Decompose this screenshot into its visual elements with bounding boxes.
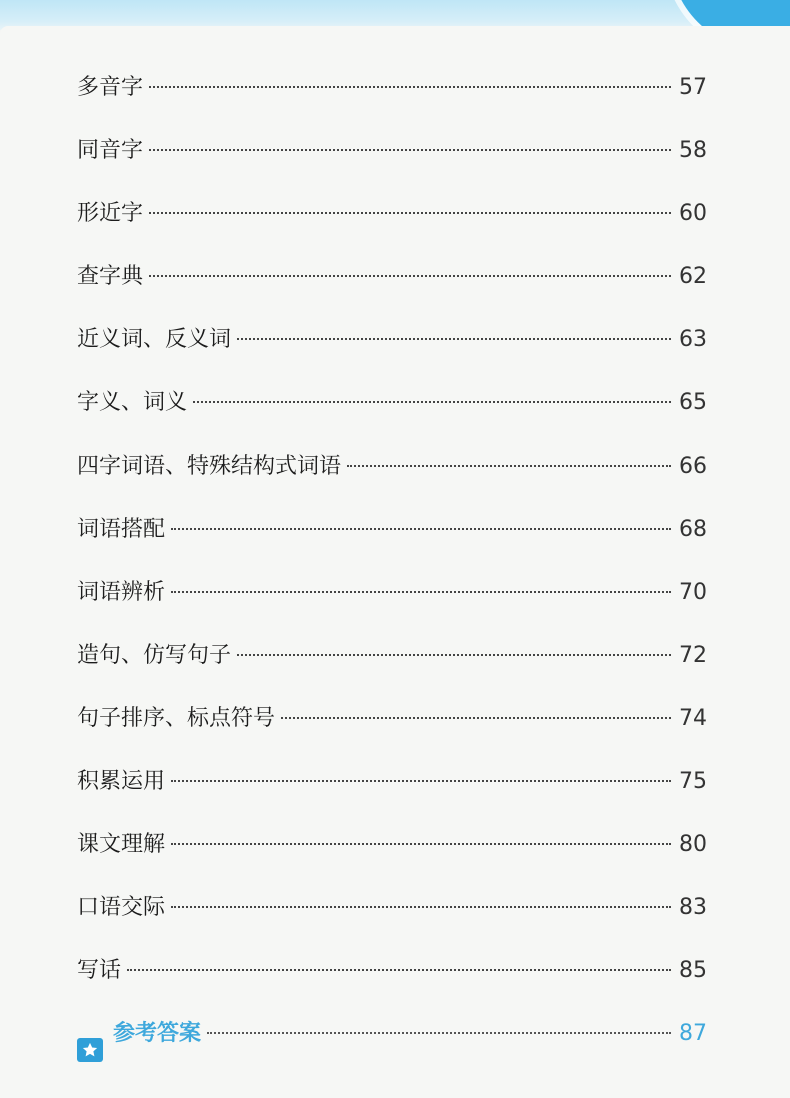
dot-leader [149,86,671,88]
toc-entry[interactable] [77,764,707,827]
toc-entry-title: 写话 [77,958,122,984]
toc-entry-page: 66 [679,453,707,479]
toc-entry[interactable] [77,133,707,196]
toc-entry[interactable] [77,322,707,385]
toc-entry-title: 近义词、反义词 [77,327,232,353]
star-icon [77,1038,103,1062]
toc-entry[interactable] [77,827,707,890]
dot-leader [171,528,671,530]
toc-entry-page: 85 [679,958,707,984]
toc-entry[interactable] [77,575,707,638]
toc-entry[interactable] [77,449,707,512]
toc-entry-title: 句子排序、标点符号 [77,705,276,731]
toc-entry-page: 70 [679,579,707,605]
dot-leader [149,275,671,277]
toc-entry[interactable] [77,385,707,448]
toc-entry-title: 造句、仿写句子 [77,642,232,668]
toc-entry-title: 四字词语、特殊结构式词语 [77,453,342,479]
toc-entry-page: 83 [679,895,707,921]
dot-leader [237,654,671,656]
dot-leader [127,969,671,971]
dot-leader [207,1032,671,1034]
toc-entry-page: 72 [679,642,707,668]
toc-entry-title: 参考答案 [113,1021,202,1047]
toc-entry-answers[interactable] [77,1016,707,1079]
toc-entry-title: 查字典 [77,264,144,290]
toc-entry[interactable] [77,512,707,575]
toc-entry-page: 75 [679,769,707,795]
toc-entry-title: 词语搭配 [77,516,166,542]
toc-entry-page: 80 [679,832,707,858]
toc-entry-title: 多音字 [77,75,144,100]
dot-leader [171,780,671,782]
dot-leader [171,843,671,845]
dot-leader [237,338,671,340]
toc-entry[interactable] [77,196,707,259]
toc-entry-title: 词语辨析 [77,579,166,605]
toc-entry-title: 字义、词义 [77,390,188,416]
toc-entry-title: 积累运用 [77,769,166,795]
toc-entry-page: 63 [679,327,707,353]
toc-entry-page: 58 [679,138,707,164]
dot-leader [347,465,671,467]
table-of-contents [77,70,707,1080]
dot-leader [149,212,671,214]
toc-entry[interactable] [77,638,707,701]
toc-entry[interactable] [77,953,707,1016]
dot-leader [171,906,671,908]
toc-entry[interactable] [77,259,707,322]
toc-entry-page: 62 [679,264,707,290]
toc-page [0,26,790,1098]
toc-entry-title: 同音字 [77,138,144,164]
dot-leader [193,401,671,403]
toc-entry-title: 口语交际 [77,895,166,921]
toc-entry-title: 课文理解 [77,832,166,858]
toc-entry-page: 60 [679,201,707,227]
dot-leader [281,717,671,719]
toc-entry-page: 57 [679,75,707,100]
toc-entry-page: 65 [679,390,707,416]
toc-entry[interactable] [77,701,707,764]
toc-entry-page: 74 [679,705,707,731]
toc-entry-page: 87 [679,1021,707,1047]
dot-leader [149,149,671,151]
dot-leader [171,591,671,593]
toc-entry[interactable] [77,70,707,133]
toc-entry-page: 68 [679,516,707,542]
toc-entry[interactable] [77,890,707,953]
toc-entry-title: 形近字 [77,201,144,227]
